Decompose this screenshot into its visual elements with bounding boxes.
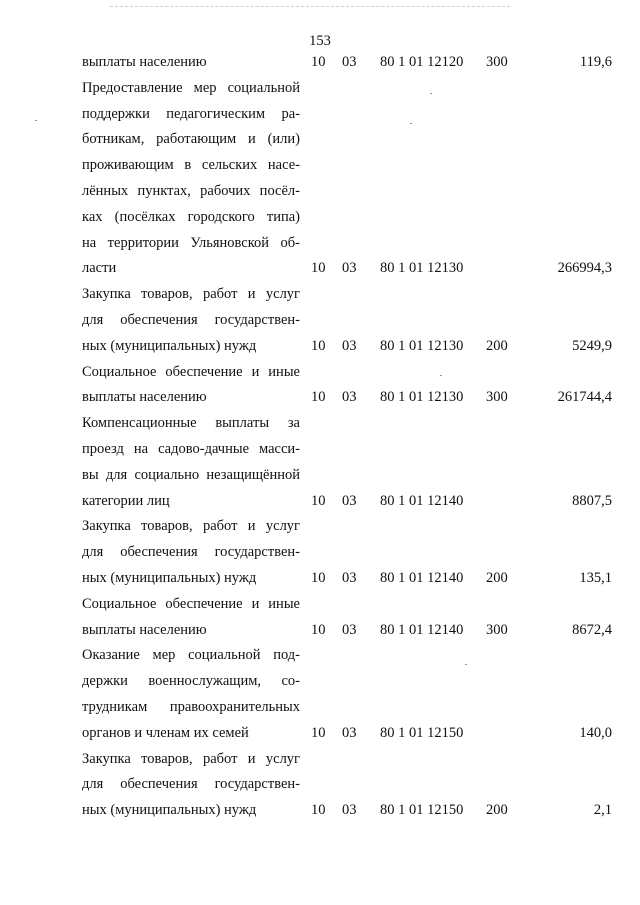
row-description	[82, 747, 300, 824]
row-description	[82, 282, 300, 359]
description-line: органов и членам их семей	[82, 724, 249, 741]
description-line: ласти	[82, 260, 117, 277]
table-row	[82, 76, 612, 282]
section-code: 10	[311, 621, 326, 638]
section-code: 10	[311, 337, 326, 354]
subsection-code: 03	[342, 569, 357, 586]
subsection-code: 03	[342, 492, 357, 509]
description-line: для обеспечения государствен-	[82, 311, 300, 328]
expense-type-code: 200	[486, 337, 508, 354]
target-article-code: 80 1 01 12130	[380, 389, 464, 406]
subsection-code: 03	[342, 260, 357, 277]
section-code: 10	[311, 389, 326, 406]
section-code: 10	[311, 569, 326, 586]
description-line: проезд на садово-дачные масси-	[82, 440, 300, 457]
section-code: 10	[311, 724, 326, 741]
table-row	[82, 411, 612, 514]
subsection-code: 03	[342, 337, 357, 354]
scan-speck	[440, 375, 442, 376]
target-article-code: 80 1 01 12140	[380, 492, 464, 509]
section-code: 10	[311, 260, 326, 277]
description-line: ках (посёлках городского типа)	[82, 208, 300, 225]
description-line: поддержки педагогическим ра-	[82, 105, 300, 122]
row-description	[82, 514, 300, 591]
description-line: выплаты населению	[82, 389, 207, 406]
description-line: Предоставление мер социальной	[82, 79, 300, 96]
amount: 266994,3	[557, 260, 612, 277]
amount: 2,1	[593, 802, 612, 819]
amount: 140,0	[579, 724, 612, 741]
description-line: для обеспечения государствен-	[82, 544, 300, 561]
budget-table	[82, 50, 612, 824]
page-number: 153	[309, 33, 331, 49]
scan-speck	[465, 664, 467, 665]
target-article-code: 80 1 01 12150	[380, 802, 464, 819]
description-line: держки военнослужащим, со-	[82, 673, 300, 690]
expense-type-code: 200	[486, 802, 508, 819]
expense-type-code: 300	[486, 389, 508, 406]
description-line: ботникам, работающим и (или)	[82, 131, 300, 148]
target-article-code: 80 1 01 12130	[380, 260, 464, 277]
description-line: на территории Ульяновской об-	[82, 234, 300, 251]
subsection-code: 03	[342, 54, 357, 70]
row-description	[82, 411, 300, 514]
description-line: ных (муниципальных) нужд	[82, 337, 257, 354]
scan-speck	[410, 123, 412, 124]
row-description	[82, 50, 300, 76]
section-code: 10	[311, 54, 326, 70]
target-article-code: 80 1 01 12140	[380, 569, 464, 586]
table-row	[82, 514, 612, 591]
table-row	[82, 282, 612, 359]
scan-speck	[35, 120, 37, 121]
subsection-code: 03	[342, 621, 357, 638]
description-line: Социальное обеспечение и иные	[82, 595, 300, 612]
table-row	[82, 592, 612, 644]
amount: 261744,4	[557, 389, 612, 406]
target-article-code: 80 1 01 12150	[380, 724, 464, 741]
row-description	[82, 643, 300, 746]
description-line: Закупка товаров, работ и услуг	[82, 750, 300, 767]
description-line: выплаты населению	[82, 54, 207, 70]
description-line: трудникам правоохранительных	[82, 698, 300, 715]
description-line: выплаты населению	[82, 621, 207, 638]
row-description	[82, 592, 300, 644]
target-article-code: 80 1 01 12120	[380, 54, 464, 70]
amount: 135,1	[579, 569, 612, 586]
scan-artifact-top	[110, 6, 510, 10]
description-line: Закупка товаров, работ и услуг	[82, 518, 300, 535]
description-line: ных (муниципальных) нужд	[82, 802, 257, 819]
description-line: Закупка товаров, работ и услуг	[82, 286, 300, 303]
amount: 119,6	[579, 54, 612, 70]
amount: 8672,4	[572, 621, 612, 638]
expense-type-code: 300	[486, 54, 508, 70]
description-line: вы для социально незащищённой	[82, 466, 300, 483]
section-code: 10	[311, 492, 326, 509]
target-article-code: 80 1 01 12130	[380, 337, 464, 354]
table-row	[82, 747, 612, 824]
subsection-code: 03	[342, 389, 357, 406]
section-code: 10	[311, 802, 326, 819]
description-line: Социальное обеспечение и иные	[82, 363, 300, 380]
description-line: проживающим в сельских насе-	[82, 157, 300, 174]
description-line: ных (муниципальных) нужд	[82, 569, 257, 586]
description-line: Компенсационные выплаты за	[82, 415, 300, 432]
row-description	[82, 76, 300, 282]
expense-type-code: 300	[486, 621, 508, 638]
amount: 5249,9	[572, 337, 612, 354]
scan-speck	[430, 93, 432, 94]
target-article-code: 80 1 01 12140	[380, 621, 464, 638]
description-line: категории лиц	[82, 492, 170, 509]
row-description	[82, 360, 300, 412]
expense-type-code: 200	[486, 569, 508, 586]
subsection-code: 03	[342, 724, 357, 741]
table-row	[82, 643, 612, 746]
amount: 8807,5	[572, 492, 612, 509]
subsection-code: 03	[342, 802, 357, 819]
table-row	[82, 360, 612, 412]
table-row	[82, 50, 612, 76]
description-line: лённых пунктах, рабочих посёл-	[82, 182, 300, 199]
description-line: для обеспечения государствен-	[82, 776, 300, 793]
description-line: Оказание мер социальной под-	[82, 647, 300, 664]
